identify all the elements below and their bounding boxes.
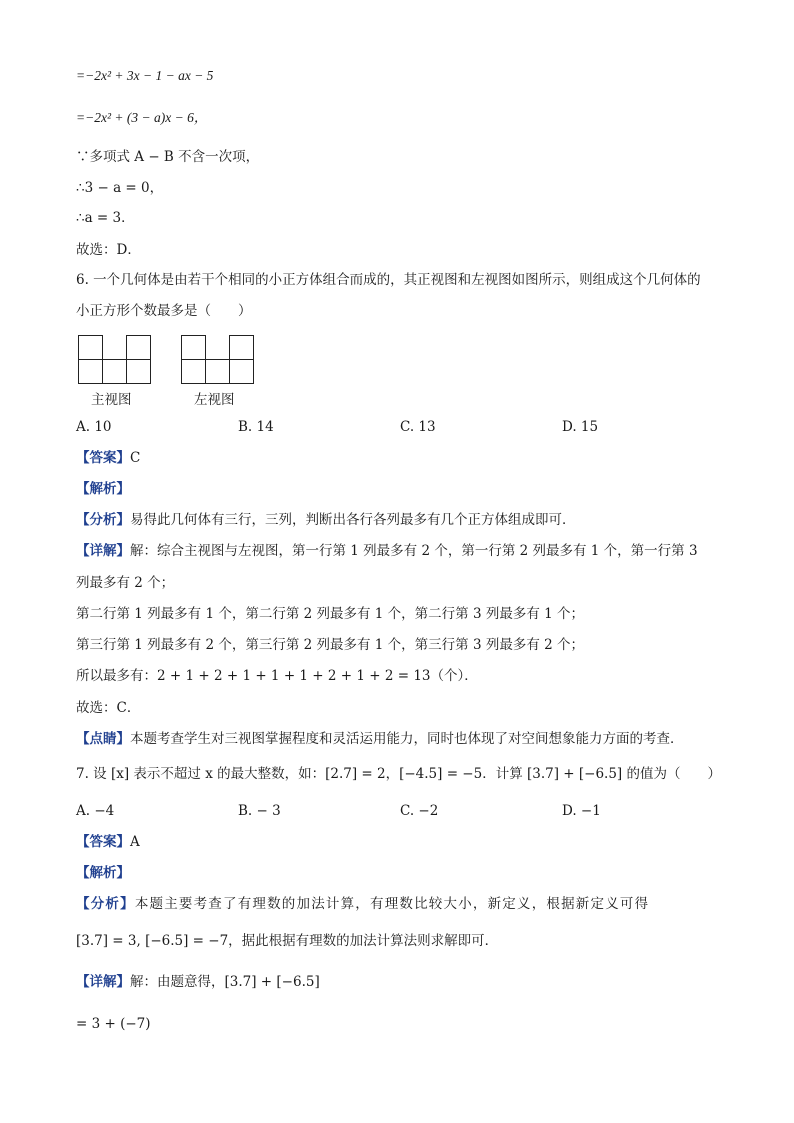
- dianjing-text: 本题考查学生对三视图掌握程度和灵活运用能力，同时也体现了对空间想象能力方面的考查．: [130, 731, 684, 747]
- q6-dianjing: [76, 729, 684, 749]
- q7-option-b[interactable]: B. − 3: [238, 803, 281, 819]
- q6-stem-line-1: 6. 一个几何体是由若干个相同的小正方体组合而成的，其正视图和左视图如图所示，则组成这个几何体的: [76, 272, 701, 288]
- q6-answer: [76, 448, 140, 468]
- front-view-cell: [78, 359, 103, 384]
- q7-fenxi-line-2: [3.7] = 3, [−6.5] = −7，据此根据有理数的加法计算法则求解即可．: [76, 933, 499, 949]
- front-view-caption: 主视图: [91, 392, 132, 408]
- q7-answer: [76, 832, 140, 852]
- dianjing-tag: 【点睛】: [76, 731, 130, 747]
- left-view-cell: [181, 359, 206, 384]
- front-view-cell: [126, 359, 151, 384]
- answer-value: C: [130, 450, 141, 466]
- q7-fenxi-line-1: [76, 894, 649, 914]
- choice-line: 故选：D．: [76, 242, 141, 258]
- fenxi-text: 易得此几何体有三行，三列，判断出各行各列最多有几个正方体组成即可．: [130, 512, 576, 528]
- q6-option-a[interactable]: A. 10: [76, 419, 112, 435]
- q6-fenxi: [76, 510, 576, 530]
- q7-analysis-heading: [76, 863, 130, 883]
- equation-line: ∴3 − a = 0，: [76, 180, 164, 196]
- fenxi-tag: 【分析】: [76, 512, 130, 528]
- condition-line: ∵多项式 A − B 不含一次项，: [76, 149, 260, 165]
- answer-tag: 【答案】: [76, 450, 130, 466]
- q6-xiangjie-line-1: [76, 541, 698, 561]
- formula-line-1: =−2x² + 3x − 1 − ax − 5: [76, 68, 214, 83]
- q6-option-d[interactable]: D. 15: [562, 419, 599, 435]
- front-view-cell: [78, 335, 103, 360]
- left-view-caption: 左视图: [194, 392, 235, 408]
- xiangjie-tag: 【详解】: [76, 543, 130, 559]
- analysis-tag: 【解析】: [76, 865, 130, 881]
- q7-option-d[interactable]: D. −1: [562, 803, 601, 819]
- q7-option-c[interactable]: C. −2: [400, 803, 439, 819]
- left-view-cell: [229, 359, 254, 384]
- q6-choice: 故选：C．: [76, 700, 141, 716]
- xiangjie-text: 解：综合主视图与左视图，第一行第 1 列最多有 2 个，第一行第 2 列最多有 1 个，第一行第 3: [130, 543, 698, 559]
- q6-stem-line-2: 小正方形个数最多是（ ）: [76, 303, 252, 319]
- front-view-cell: [126, 335, 151, 360]
- left-view-cell: [205, 359, 230, 384]
- q7-stem: 7. 设 [x] 表示不超过 x 的最大整数，如：[2.7] = 2，[−4.5] = −5．计算 [3.7] + [−6.5] 的值为（ ）: [76, 766, 721, 782]
- q6-option-c[interactable]: C. 13: [400, 419, 436, 435]
- formula-line-2: =−2x² + (3 − a)x − 6，: [76, 110, 208, 125]
- answer-tag: 【答案】: [76, 834, 130, 850]
- xiangjie-text: 解：由题意得，[3.7] + [−6.5]: [130, 974, 320, 990]
- q6-xiangjie-line-4: 第三行第 1 列最多有 2 个，第三行第 2 列最多有 1 个，第三行第 3 列最多有 2 个；: [76, 637, 585, 653]
- answer-value: A: [130, 834, 140, 850]
- fenxi-tag: 【分析】: [76, 896, 135, 912]
- fenxi-text: 本题主要考查了有理数的加法计算，有理数比较大小，新定义，根据新定义可得: [134, 896, 650, 912]
- q6-analysis-heading: [76, 479, 130, 499]
- front-view-cell: [102, 359, 127, 384]
- q6-xiangjie-line-2: 列最多有 2 个；: [76, 575, 175, 591]
- xiangjie-tag: 【详解】: [76, 974, 130, 990]
- q7-option-a[interactable]: A. −4: [76, 803, 115, 819]
- analysis-tag: 【解析】: [76, 481, 130, 497]
- q6-xiangjie-line-5: 所以最多有：2 + 1 + 2 + 1 + 1 + 1 + 2 + 1 + 2 = 13（个）．: [76, 668, 478, 684]
- result-line: ∴a = 3．: [76, 210, 135, 226]
- q6-xiangjie-line-3: 第二行第 1 列最多有 1 个，第二行第 2 列最多有 1 个，第二行第 3 列最多有 1 个；: [76, 606, 585, 622]
- q7-xiangjie-line-2: = 3 + (−7): [76, 1016, 151, 1032]
- q7-xiangjie-line-1: [76, 972, 320, 992]
- left-view-cell: [229, 335, 254, 360]
- q6-option-b[interactable]: B. 14: [238, 419, 274, 435]
- left-view-cell: [181, 335, 206, 360]
